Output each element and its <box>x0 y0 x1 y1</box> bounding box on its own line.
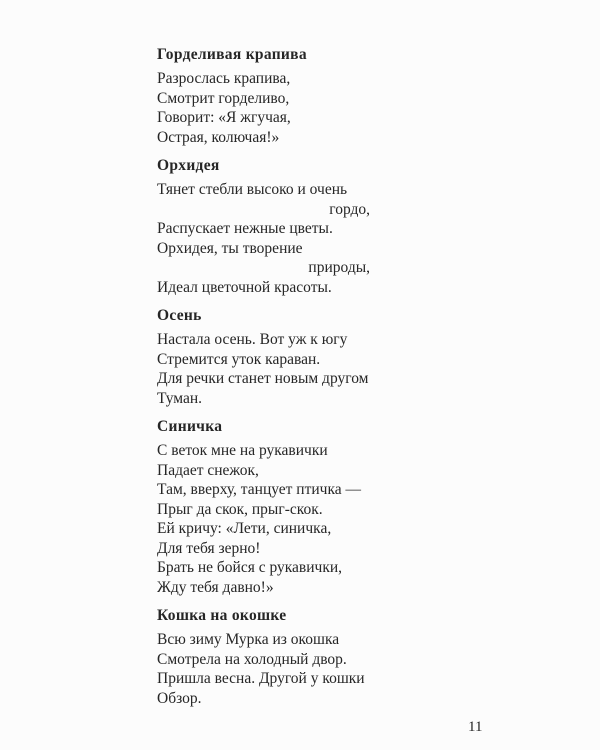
poem-nettle <box>157 45 417 147</box>
poem-column <box>157 45 417 717</box>
poem-title: Кошка на окошке <box>157 607 287 624</box>
page-number: 11 <box>468 719 483 735</box>
poem-titmouse <box>157 417 417 597</box>
poem-line: Туман. <box>157 389 202 407</box>
poem-line: Прыг да скок, прыг-скок. <box>157 500 323 518</box>
poem-line: Жду тебя давно!» <box>157 578 274 596</box>
poem-line: Пришла весна. Другой у кошки <box>157 670 365 687</box>
poem-line-continuation: природы, <box>308 259 370 276</box>
poem-orchid <box>157 156 417 297</box>
poem-line: Брать не бойся с рукавички, <box>157 559 343 576</box>
poem-autumn <box>157 306 417 408</box>
poem-title: Орхидея <box>157 157 220 174</box>
poem-line: Обзор. <box>157 689 202 707</box>
poem-line: Падает снежок, <box>157 461 259 479</box>
poem-line: Говорит: «Я жгучая, <box>157 109 291 126</box>
poem-line: Настала осень. Вот уж к югу <box>157 331 348 348</box>
poem-line: Там, вверху, танцует птичка — <box>157 481 362 498</box>
poem-line: Для тебя зерно! <box>157 539 261 557</box>
poem-line: Орхидея, ты творение <box>157 239 303 257</box>
poem-line: Всю зиму Мурка из окошка <box>157 631 340 648</box>
poem-line: С веток мне на рукавички <box>157 442 328 459</box>
poem-line: Разрослась крапива, <box>157 70 291 87</box>
poem-title: Осень <box>157 307 202 324</box>
poem-line: Тянет стебли высоко и очень <box>157 181 348 198</box>
poem-cat-on-window <box>157 606 417 708</box>
poem-title: Синичка <box>157 418 223 435</box>
poem-line-continuation: гордо, <box>329 200 370 218</box>
poem-line: Распускает нежные цветы. <box>157 220 333 237</box>
poem-title: Горделивая крапива <box>157 46 307 63</box>
poem-line: Острая, колючая!» <box>157 128 280 146</box>
poem-line: Стремится уток караван. <box>157 350 321 368</box>
poem-line: Идеал цветочной красоты. <box>157 278 332 296</box>
poem-line: Смотрит горделиво, <box>157 89 290 107</box>
poem-line: Смотрела на холодный двор. <box>157 650 347 668</box>
poem-line: Ей кричу: «Лети, синичка, <box>157 520 332 537</box>
poem-line: Для речки станет новым другом <box>157 370 369 387</box>
